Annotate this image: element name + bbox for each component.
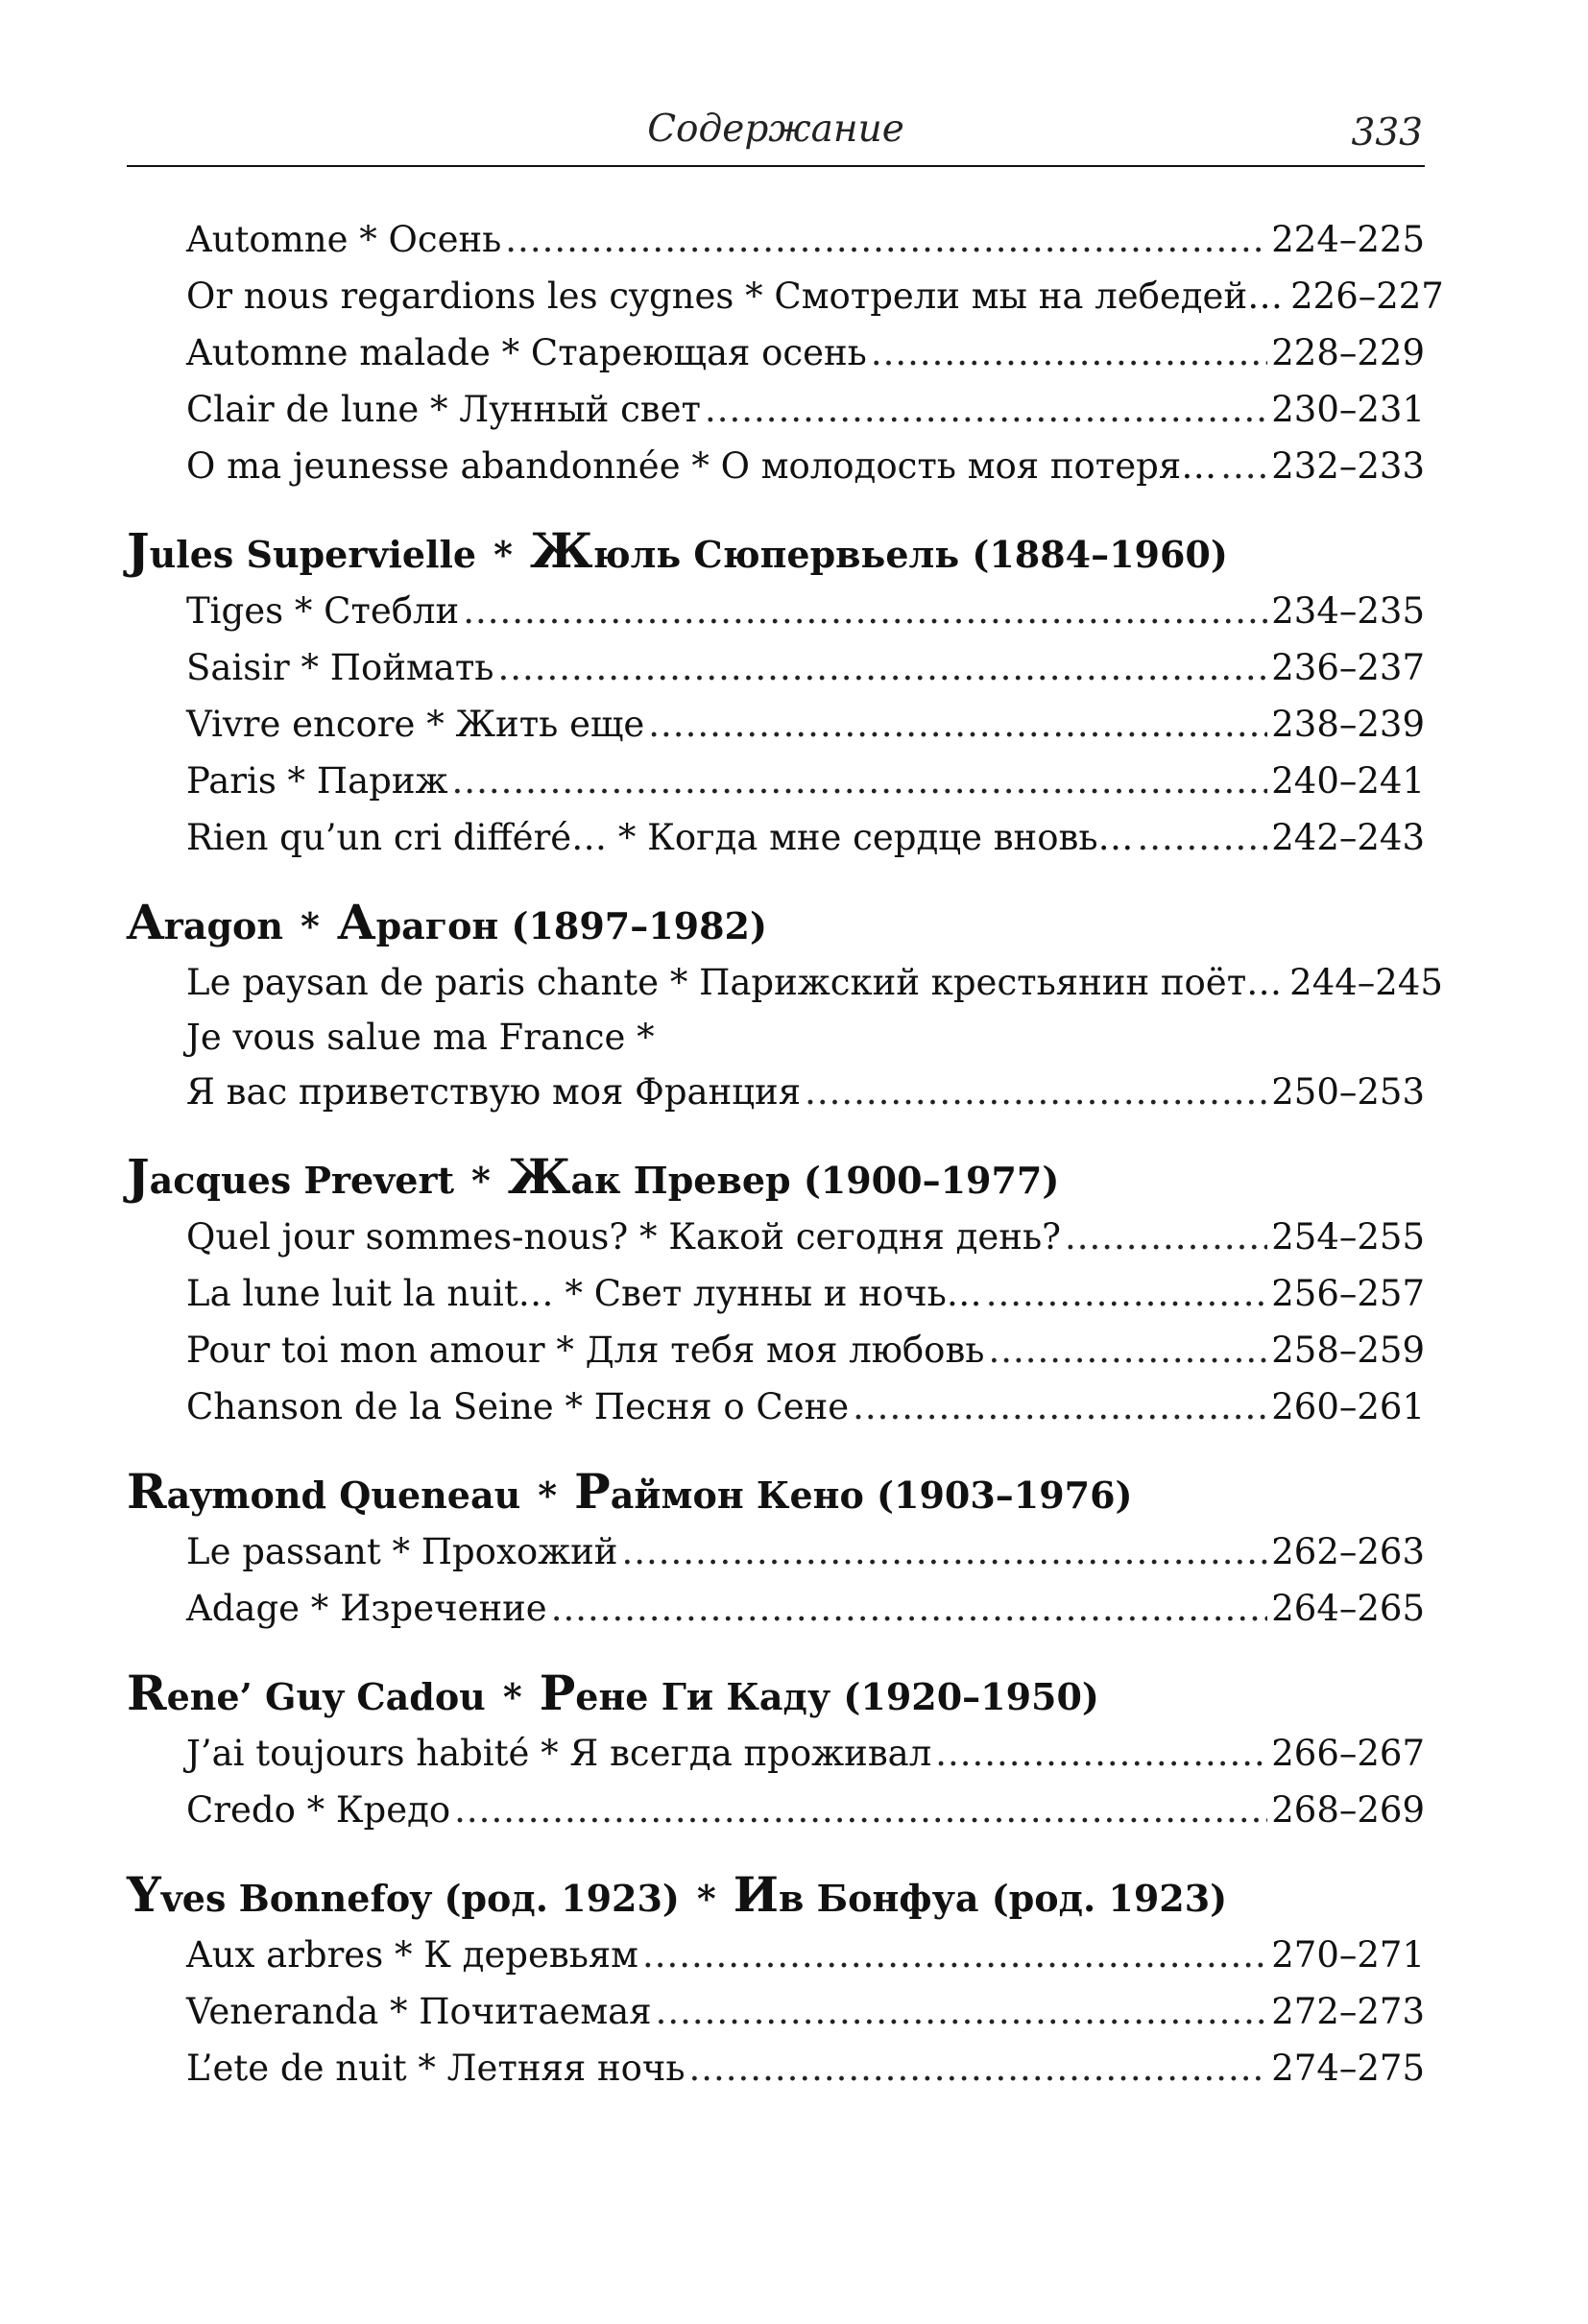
author-heading bbox=[127, 1145, 1425, 1209]
toc-entry-title: Veneranda * Почитаемая bbox=[186, 1991, 652, 2032]
dot-leader bbox=[986, 1265, 1268, 1322]
toc-entry-pages: 262–263 bbox=[1271, 1531, 1425, 1572]
toc-entry-title: Tiges * Стебли bbox=[186, 590, 460, 632]
toc-entry-title: Credo * Кредо bbox=[186, 1789, 451, 1831]
toc-entry bbox=[186, 2040, 1425, 2096]
author-initial-ru: Р bbox=[574, 1463, 611, 1520]
toc-entry-title: Rien qu’un cri différé… * Когда мне сердце вновь… bbox=[186, 817, 1134, 858]
author-name-ru: в Бонфуа (род. 1923) bbox=[779, 1877, 1228, 1920]
author-heading bbox=[127, 519, 1425, 583]
author-separator: * bbox=[493, 533, 513, 576]
toc-entry-pages: 272–273 bbox=[1271, 1991, 1425, 2032]
toc-entry-title: Le passant * Прохожий bbox=[186, 1531, 618, 1572]
toc-entry-pages: 226–227 bbox=[1290, 276, 1444, 317]
toc-entry-pages: 268–269 bbox=[1271, 1789, 1425, 1831]
author-initial-fr: J bbox=[127, 1148, 150, 1205]
author-name-fr: ragon bbox=[163, 904, 283, 947]
toc-entry-pages: 230–231 bbox=[1271, 389, 1425, 430]
author-initial-fr: R bbox=[127, 1665, 167, 1721]
author-heading bbox=[127, 1863, 1425, 1927]
toc-entry bbox=[186, 1378, 1425, 1435]
toc-entry bbox=[186, 1983, 1425, 2040]
toc-entry-pages: 270–271 bbox=[1271, 1934, 1425, 1976]
toc-entry-title: Aux arbres * К деревьям bbox=[186, 1934, 638, 1976]
dot-leader bbox=[1137, 809, 1267, 866]
toc-entry bbox=[186, 1927, 1425, 1983]
toc-entry bbox=[186, 1523, 1425, 1580]
dot-leader bbox=[648, 696, 1267, 753]
dot-leader bbox=[497, 639, 1267, 696]
author-separator: * bbox=[538, 1473, 558, 1517]
toc-entry-pages: 224–225 bbox=[1271, 219, 1425, 260]
toc-entry-title: Saisir * Поймать bbox=[186, 647, 494, 688]
toc-entry-title: Adage * Изречение bbox=[186, 1588, 547, 1629]
author-name-fr: ves Bonnefoy (род. 1923) bbox=[160, 1877, 680, 1920]
toc-entry-pages: 242–243 bbox=[1271, 817, 1425, 858]
author-heading bbox=[127, 891, 1425, 954]
toc-entry-title: Paris * Париж bbox=[186, 760, 448, 802]
dot-leader bbox=[452, 753, 1268, 809]
toc-entry-pages: 244–245 bbox=[1289, 962, 1443, 1003]
toc-entry-pages: 256–257 bbox=[1271, 1273, 1425, 1314]
toc-entry-pages: 258–259 bbox=[1271, 1330, 1425, 1371]
dot-leader bbox=[705, 381, 1267, 438]
toc-entry bbox=[186, 1580, 1425, 1637]
toc-entry bbox=[186, 268, 1444, 324]
author-initial-ru: Ж bbox=[507, 1148, 571, 1205]
toc-entry-title: Automne * Осень bbox=[186, 219, 502, 260]
toc-entry bbox=[186, 753, 1425, 809]
author-initial-fr: A bbox=[127, 894, 164, 950]
dot-leader bbox=[805, 1064, 1267, 1120]
toc-entry-title: Or nous regardions les cygnes * Смотрели мы на лебедей… bbox=[186, 276, 1284, 317]
toc-entry-pages: 240–241 bbox=[1271, 760, 1425, 802]
toc-entry bbox=[186, 809, 1425, 866]
author-separator: * bbox=[696, 1877, 716, 1920]
toc-entry-pages: 260–261 bbox=[1271, 1386, 1425, 1427]
dot-leader bbox=[505, 211, 1267, 268]
author-name-ru: юль Сюпервьель (1884–1960) bbox=[592, 533, 1228, 576]
author-name-ru: рагон (1897–1982) bbox=[375, 904, 767, 947]
toc-entry-title: Automne malade * Стареющая осень bbox=[186, 332, 867, 373]
author-initial-ru: А bbox=[336, 894, 376, 950]
author-initial-fr: J bbox=[127, 522, 150, 579]
toc-entry-pages: 266–267 bbox=[1271, 1733, 1425, 1774]
dot-leader bbox=[871, 324, 1267, 381]
page-number: 333 bbox=[1351, 111, 1423, 155]
toc-entry bbox=[186, 639, 1425, 696]
toc-entry bbox=[186, 438, 1425, 494]
author-name-ru: аймон Кено (1903–1976) bbox=[610, 1473, 1133, 1517]
toc-entry-pages: 238–239 bbox=[1271, 704, 1425, 745]
toc-entry bbox=[186, 381, 1425, 438]
author-initial-ru: И bbox=[733, 1866, 780, 1923]
author-heading bbox=[127, 1662, 1425, 1725]
toc-entry-pages: 250–253 bbox=[1271, 1071, 1425, 1113]
toc-entry-pages: 236–237 bbox=[1271, 647, 1425, 688]
author-separator: * bbox=[471, 1159, 491, 1202]
dot-leader bbox=[642, 1927, 1267, 1983]
toc-entry bbox=[186, 1322, 1425, 1378]
toc-entry-title-line: Je vous salue ma France * bbox=[186, 1017, 655, 1058]
toc-entry bbox=[186, 324, 1425, 381]
toc-entry bbox=[186, 1725, 1425, 1782]
toc-entry-title: L’ete de nuit * Летняя ночь bbox=[186, 2048, 686, 2089]
dot-leader bbox=[551, 1580, 1268, 1637]
toc-entry-pages: 274–275 bbox=[1271, 2048, 1425, 2089]
dot-leader bbox=[454, 1782, 1267, 1838]
dot-leader bbox=[1065, 1209, 1267, 1265]
dot-leader bbox=[1220, 438, 1267, 494]
author-separator: * bbox=[300, 904, 320, 947]
author-initial-fr: Y bbox=[127, 1866, 161, 1923]
toc-entry bbox=[186, 583, 1425, 639]
toc-entry-title: Vivre encore * Жить еще bbox=[186, 704, 645, 745]
toc-entry bbox=[186, 1265, 1425, 1322]
dot-leader bbox=[853, 1378, 1267, 1435]
running-head bbox=[127, 104, 1425, 167]
toc-entry-title: J’ai toujours habité * Я всегда проживал bbox=[186, 1733, 932, 1774]
toc-entry-pages: 264–265 bbox=[1271, 1588, 1425, 1629]
dot-leader bbox=[463, 583, 1267, 639]
dot-leader bbox=[935, 1725, 1267, 1782]
author-separator: * bbox=[502, 1675, 522, 1718]
toc-entry-title: Chanson de la Seine * Песня о Сене bbox=[186, 1386, 850, 1427]
toc-entry-title: La lune luit la nuit… * Свет лунны и ночь… bbox=[186, 1273, 982, 1314]
dot-leader bbox=[988, 1322, 1267, 1378]
toc-entry-title: Le paysan de paris chante * Парижский крестьянин поёт… bbox=[186, 962, 1283, 1003]
toc-entry-title: O ma jeunesse abandonnée * О молодость моя потеря… bbox=[186, 445, 1217, 487]
toc-entry bbox=[186, 1064, 1425, 1120]
toc-entry bbox=[186, 696, 1425, 753]
dot-leader bbox=[621, 1523, 1267, 1580]
toc-entry-title: Quel jour sommes-nous? * Какой сегодня день? bbox=[186, 1216, 1061, 1258]
toc-entry bbox=[186, 1209, 1425, 1265]
author-name-fr: acques Prevert bbox=[149, 1159, 455, 1202]
toc-entry-title: Clair de lune * Лунный свет bbox=[186, 389, 701, 430]
author-name-fr: ene’ Guy Cadou bbox=[166, 1675, 486, 1718]
toc-entry-title: Pour toi mon amour * Для тебя моя любовь bbox=[186, 1330, 985, 1371]
author-initial-ru: Ж bbox=[530, 522, 593, 579]
author-initial-fr: R bbox=[127, 1463, 167, 1520]
toc-entry-pages: 228–229 bbox=[1271, 332, 1425, 373]
toc-entry bbox=[186, 211, 1425, 268]
author-initial-ru: Р bbox=[539, 1665, 576, 1721]
dot-leader bbox=[656, 1983, 1268, 2040]
toc-entry bbox=[186, 1782, 1425, 1838]
toc-entry-title: Я вас приветствую моя Франция bbox=[186, 1071, 802, 1113]
author-name-fr: aymond Queneau bbox=[166, 1473, 521, 1517]
author-name-ru: ак Превер (1900–1977) bbox=[570, 1159, 1060, 1202]
toc-entry-pages: 254–255 bbox=[1271, 1216, 1425, 1258]
table-of-contents bbox=[127, 211, 1444, 2096]
toc-entry bbox=[186, 954, 1443, 1011]
toc-entry-pages: 234–235 bbox=[1271, 590, 1425, 632]
running-title: Содержание bbox=[647, 108, 904, 151]
dot-leader bbox=[689, 2040, 1268, 2096]
author-name-ru: ене Ги Каду (1920–1950) bbox=[575, 1675, 1099, 1718]
author-heading bbox=[127, 1460, 1425, 1523]
author-name-fr: ules Supervielle bbox=[149, 533, 477, 576]
toc-entry-pages: 232–233 bbox=[1271, 445, 1425, 487]
